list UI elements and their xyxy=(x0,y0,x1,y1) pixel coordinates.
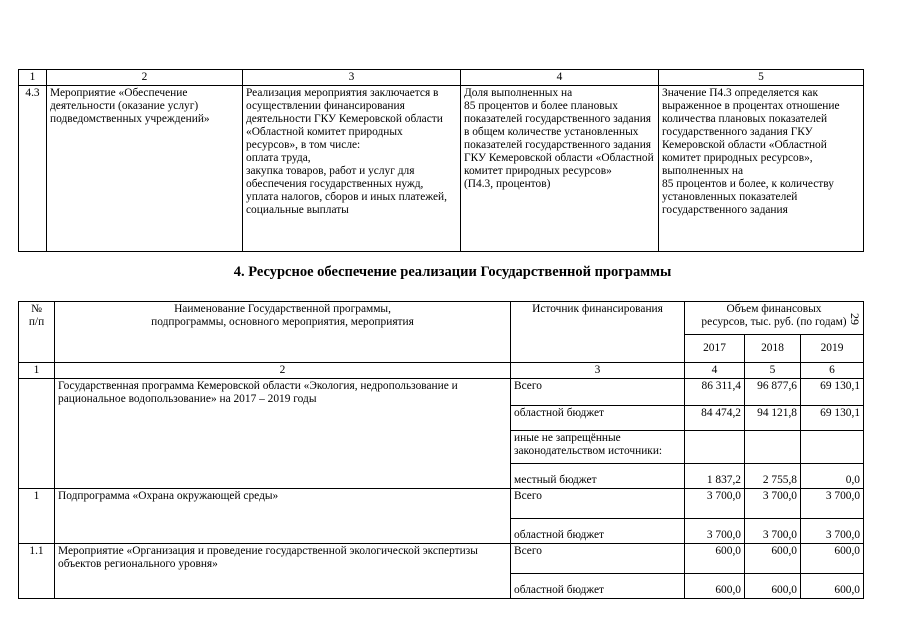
value-2017: 600,0 xyxy=(685,574,745,599)
value-2019: 0,0 xyxy=(801,464,864,489)
header-year: 2018 xyxy=(745,335,801,363)
value-2017: 86 311,4 xyxy=(685,379,745,406)
value-2019 xyxy=(801,431,864,464)
value-2018: 2 755,8 xyxy=(745,464,801,489)
resource-table xyxy=(18,301,864,599)
col-number: 3 xyxy=(243,70,461,86)
funding-source: областной бюджет xyxy=(511,406,685,431)
column-numbers-row xyxy=(19,363,864,379)
col-number: 2 xyxy=(55,363,511,379)
value-2019: 600,0 xyxy=(801,544,864,574)
col-number: 1 xyxy=(19,363,55,379)
calculation-method: Значение П4.3 определяется как выраженное в процентах отношение количества плановых показателей государственного задания ГКУ Кемеровской области «Областной комитет природных ресурсов», выполненных на 85 процентов и более, к количеству установленных показателей государственного задания xyxy=(659,86,864,252)
row-name: Подпрограмма «Охрана окружающей среды» xyxy=(55,489,511,544)
event-description: Реализация мероприятия заключается в осуществлении финансирования деятельности ГКУ Кемеровской области «Областной комитет природных ресурсов», в том числе: оплата труда, закупка товаров, работ и услуг для обеспечения государственных нужд, уплата налогов, сборов и иных платежей, социальные выплаты xyxy=(243,86,461,252)
value-2019: 3 700,0 xyxy=(801,489,864,519)
col-number: 2 xyxy=(47,70,243,86)
header-num: № п/п xyxy=(19,302,55,363)
value-2018: 96 877,6 xyxy=(745,379,801,406)
funding-source: областной бюджет xyxy=(511,574,685,599)
value-2018: 94 121,8 xyxy=(745,406,801,431)
row-number: 1 xyxy=(19,489,55,544)
header-year: 2019 xyxy=(801,335,864,363)
value-2019: 69 130,1 xyxy=(801,379,864,406)
col-number: 1 xyxy=(19,70,47,86)
table-row xyxy=(19,489,864,519)
value-2018: 600,0 xyxy=(745,544,801,574)
value-2017: 3 700,0 xyxy=(685,489,745,519)
header-volume: Объем финансовых ресурсов, тыс. руб. (по годам) xyxy=(685,302,864,335)
funding-source: Всего xyxy=(511,489,685,519)
funding-source: местный бюджет xyxy=(511,464,685,489)
table-row xyxy=(19,544,864,574)
indicator-name: Доля выполненных на 85 процентов и более плановых показателей государственного задания в общем количестве установленных показателей государственного задания ГКУ Кемеровской области «Областной комитет природных ресурсов» (П4.3, процентов) xyxy=(461,86,659,252)
value-2017: 84 474,2 xyxy=(685,406,745,431)
value-2017 xyxy=(685,431,745,464)
col-number: 5 xyxy=(745,363,801,379)
funding-source: Всего xyxy=(511,544,685,574)
page-number: 29 xyxy=(848,313,862,325)
value-2017: 1 837,2 xyxy=(685,464,745,489)
value-2017: 3 700,0 xyxy=(685,519,745,544)
value-2018: 3 700,0 xyxy=(745,489,801,519)
row-name: Мероприятие «Организация и проведение государственной экологической экспертизы объектов регионального уровня» xyxy=(55,544,511,599)
section-title: 4. Ресурсное обеспечение реализации Государственной программы xyxy=(233,264,672,280)
row-name: Государственная программа Кемеровской области «Экология, недропользование и рациональное водопользование» на 2017 – 2019 годы xyxy=(55,379,511,489)
table-row xyxy=(19,86,864,252)
value-2019: 69 130,1 xyxy=(801,406,864,431)
col-number: 4 xyxy=(461,70,659,86)
col-number: 6 xyxy=(801,363,864,379)
table-row xyxy=(19,379,864,406)
value-2018: 3 700,0 xyxy=(745,519,801,544)
value-2018 xyxy=(745,431,801,464)
funding-source: иные не запрещённые законодательством источники: xyxy=(511,431,685,464)
row-number: 4.3 xyxy=(19,86,47,252)
funding-source: Всего xyxy=(511,379,685,406)
header-row xyxy=(19,302,864,335)
row-number: 1.1 xyxy=(19,544,55,599)
event-name: Мероприятие «Обеспечение деятельности (оказание услуг) подведомственных учреждений» xyxy=(47,86,243,252)
header-name: Наименование Государственной программы, подпрограммы, основного мероприятия, мероприятия xyxy=(55,302,511,363)
value-2018: 600,0 xyxy=(745,574,801,599)
column-numbers-row xyxy=(19,70,864,86)
row-number xyxy=(19,379,55,489)
col-number: 3 xyxy=(511,363,685,379)
col-number: 5 xyxy=(659,70,864,86)
header-year: 2017 xyxy=(685,335,745,363)
value-2019: 600,0 xyxy=(801,574,864,599)
value-2017: 600,0 xyxy=(685,544,745,574)
header-source: Источник финансирования xyxy=(511,302,685,363)
col-number: 4 xyxy=(685,363,745,379)
value-2019: 3 700,0 xyxy=(801,519,864,544)
indicators-table xyxy=(18,69,864,252)
funding-source: областной бюджет xyxy=(511,519,685,544)
